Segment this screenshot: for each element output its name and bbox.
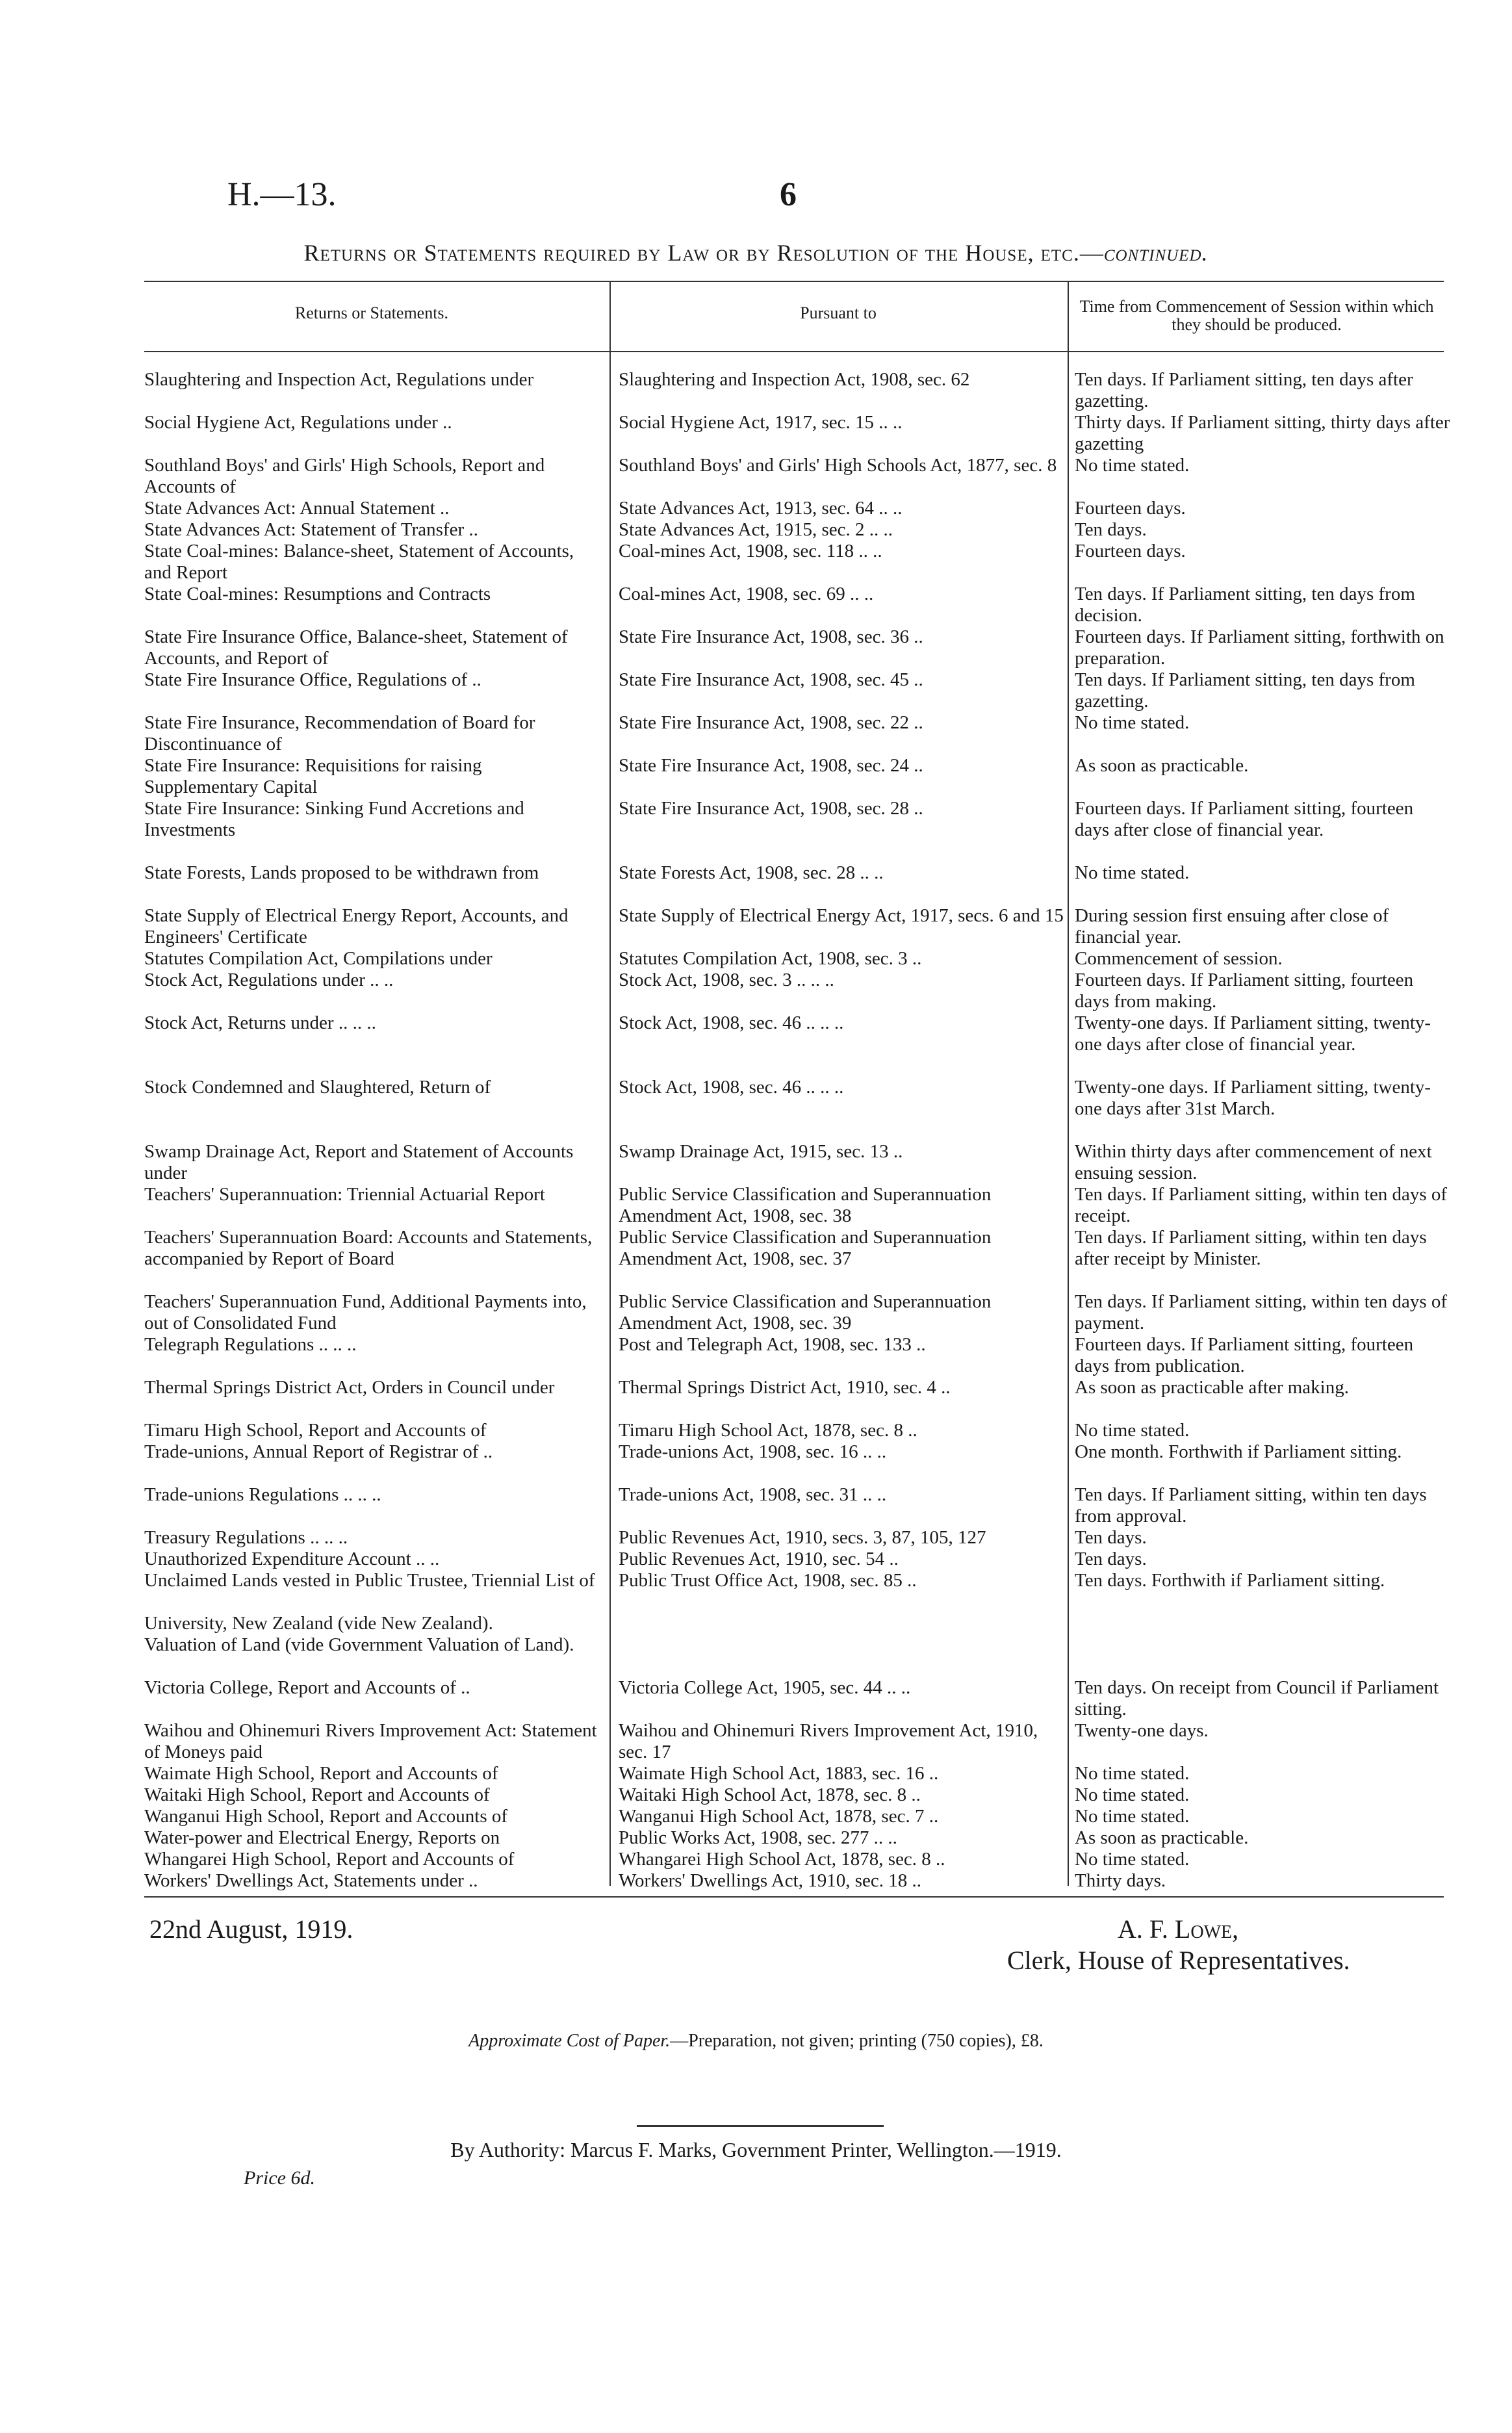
- time-cell: Fourteen days. If Parliament sitting, fourteen days from making.: [1075, 970, 1414, 1012]
- table-row: [144, 1827, 1444, 1849]
- pursuant-cell: Public Works Act, 1908, sec. 277 .. ..: [619, 1827, 897, 1848]
- returns-cell: Social Hygiene Act, Regulations under ..: [144, 412, 452, 433]
- time-cell: Fourteen days.: [1075, 541, 1186, 561]
- pursuant-cell: Whangarei High School Act, 1878, sec. 8 ..: [619, 1849, 945, 1870]
- time-cell: During session first ensuing after close of financial year.: [1075, 905, 1389, 947]
- pursuant-cell: Public Revenues Act, 1910, secs. 3, 87, 105, 127: [619, 1527, 986, 1548]
- returns-cell: Victoria College, Report and Accounts of ..: [144, 1677, 470, 1698]
- column-header-time: Time from Commencement of Session within which they should be produced.: [1079, 297, 1434, 334]
- column-header-returns: Returns or Statements.: [294, 303, 449, 322]
- returns-cell: Stock Condemned and Slaughtered, Return of: [144, 1077, 491, 1098]
- pursuant-cell: Stock Act, 1908, sec. 3 .. .. ..: [619, 970, 834, 990]
- pursuant-cell: Trade-unions Act, 1908, sec. 16 .. ..: [619, 1441, 887, 1462]
- returns-cell: State Advances Act: Annual Statement ..: [144, 498, 450, 519]
- returns-cell: Stock Act, Returns under .. .. ..: [144, 1012, 376, 1033]
- returns-cell: State Fire Insurance: Sinking Fund Accretions and Investments: [144, 798, 524, 840]
- time-cell: No time stated.: [1075, 1806, 1190, 1827]
- time-cell: Ten days. If Parliament sitting, within ten days of receipt.: [1075, 1184, 1448, 1226]
- returns-cell: University, New Zealand (vide New Zealand).: [144, 1613, 493, 1634]
- pursuant-cell: Stock Act, 1908, sec. 46 .. .. ..: [619, 1012, 844, 1033]
- table-row: [144, 541, 1444, 584]
- pursuant-cell: State Fire Insurance Act, 1908, sec. 24 ..: [619, 755, 923, 776]
- document-date: 22nd August, 1919.: [149, 1914, 353, 1944]
- table-row: [144, 1870, 1444, 1892]
- pursuant-cell: Public Trust Office Act, 1908, sec. 85 ..: [619, 1570, 917, 1591]
- table-row: [144, 1484, 1444, 1527]
- cost-label: Approximate Cost of Paper.: [468, 2031, 671, 2051]
- returns-cell: Telegraph Regulations .. .. ..: [144, 1334, 357, 1355]
- title-continued: continued.: [1103, 240, 1209, 266]
- returns-cell: Wanganui High School, Report and Accounts of: [144, 1806, 508, 1827]
- table-row: [144, 498, 1444, 519]
- returns-cell: Thermal Springs District Act, Orders in Council under: [144, 1377, 555, 1398]
- time-cell: Ten days. If Parliament sitting, ten days from decision.: [1075, 584, 1415, 626]
- time-cell: Ten days. Forthwith if Parliament sitting.: [1075, 1570, 1385, 1591]
- table-row: [144, 862, 1444, 905]
- returns-cell: Whangarei High School, Report and Accounts of: [144, 1849, 515, 1870]
- table-row: [144, 970, 1444, 1012]
- returns-cell: State Forests, Lands proposed to be withdrawn from: [144, 862, 539, 883]
- time-cell: Ten days. On receipt from Council if Parliament sitting.: [1075, 1677, 1439, 1719]
- pursuant-cell: Public Service Classification and Superannuation Amendment Act, 1908, sec. 39: [619, 1291, 992, 1333]
- pursuant-cell: Public Revenues Act, 1910, sec. 54 ..: [619, 1549, 899, 1569]
- pursuant-cell: Statutes Compilation Act, 1908, sec. 3 ..: [619, 948, 922, 969]
- table-row: [144, 948, 1444, 970]
- table-row: [144, 455, 1444, 498]
- time-cell: Fourteen days. If Parliament sitting, forthwith on preparation.: [1075, 626, 1444, 669]
- returns-cell: Valuation of Land (vide Government Valuation of Land).: [144, 1634, 574, 1655]
- returns-cell: Timaru High School, Report and Accounts of: [144, 1420, 487, 1441]
- table-row: [144, 1334, 1444, 1377]
- table-top-rule: [144, 281, 1444, 282]
- pursuant-cell: Thermal Springs District Act, 1910, sec. 4 ..: [619, 1377, 951, 1398]
- pursuant-cell: State Advances Act, 1915, sec. 2 .. ..: [619, 519, 893, 540]
- returns-cell: State Coal-mines: Balance-sheet, Statement of Accounts, and Report: [144, 541, 574, 583]
- table-bottom-rule: [144, 1896, 1444, 1898]
- table-row: [144, 519, 1444, 541]
- time-cell: Ten days.: [1075, 519, 1147, 540]
- document-reference: H.—13.: [227, 176, 337, 213]
- pursuant-cell: Swamp Drainage Act, 1915, sec. 13 ..: [619, 1141, 903, 1162]
- time-cell: Thirty days.: [1075, 1870, 1166, 1891]
- returns-cell: State Fire Insurance Office, Regulations of ..: [144, 669, 481, 690]
- pursuant-cell: Coal-mines Act, 1908, sec. 118 .. ..: [619, 541, 882, 561]
- time-cell: No time stated.: [1075, 712, 1190, 733]
- pursuant-cell: Timaru High School Act, 1878, sec. 8 ..: [619, 1420, 917, 1441]
- pursuant-cell: Social Hygiene Act, 1917, sec. 15 .. ..: [619, 412, 903, 433]
- returns-cell: State Advances Act: Statement of Transfer ..: [144, 519, 478, 540]
- page-number: 6: [780, 176, 797, 213]
- table-row: [144, 1570, 1444, 1613]
- table-row: [144, 1613, 1444, 1634]
- table-row: [144, 1012, 1444, 1077]
- returns-cell: Waihou and Ohinemuri Rivers Improvement Act: Statement of Moneys paid: [144, 1720, 597, 1762]
- returns-cell: Stock Act, Regulations under .. ..: [144, 970, 394, 990]
- returns-cell: State Fire Insurance Office, Balance-sheet, Statement of Accounts, and Report of: [144, 626, 568, 669]
- pursuant-cell: Waimate High School Act, 1883, sec. 16 ..: [619, 1763, 939, 1784]
- table-row: [144, 626, 1444, 669]
- cost-note: [0, 2031, 1512, 2052]
- returns-cell: Teachers' Superannuation: Triennial Actuarial Report: [144, 1184, 545, 1205]
- time-cell: Twenty-one days. If Parliament sitting, twenty-one days after 31st March.: [1075, 1077, 1431, 1119]
- time-cell: Commencement of session.: [1075, 948, 1283, 969]
- time-cell: No time stated.: [1075, 1420, 1190, 1441]
- time-cell: Ten days. If Parliament sitting, ten days from gazetting.: [1075, 669, 1415, 712]
- pursuant-cell: State Fire Insurance Act, 1908, sec. 22 ..: [619, 712, 923, 733]
- table-row: [144, 712, 1444, 755]
- table-row: [144, 1077, 1444, 1141]
- price-note: Price 6d.: [244, 2167, 315, 2189]
- time-cell: Fourteen days.: [1075, 498, 1186, 519]
- returns-cell: Teachers' Superannuation Fund, Additional Payments into, out of Consolidated Fund: [144, 1291, 587, 1333]
- pursuant-cell: Trade-unions Act, 1908, sec. 31 .. ..: [619, 1484, 887, 1505]
- pursuant-cell: Post and Telegraph Act, 1908, sec. 133 ..: [619, 1334, 926, 1355]
- table-row: [144, 1527, 1444, 1549]
- time-cell: No time stated.: [1075, 1784, 1190, 1805]
- pursuant-cell: Wanganui High School Act, 1878, sec. 7 ..: [619, 1806, 939, 1827]
- pursuant-cell: Coal-mines Act, 1908, sec. 69 .. ..: [619, 584, 874, 604]
- table-row: [144, 412, 1450, 455]
- table-row: [144, 669, 1444, 712]
- returns-cell: State Coal-mines: Resumptions and Contracts: [144, 584, 491, 604]
- table-row: [144, 798, 1444, 862]
- returns-cell: Treasury Regulations .. .. ..: [144, 1527, 348, 1548]
- table-header-rule: [144, 351, 1444, 352]
- printer-imprint: By Authority: Marcus F. Marks, Government Printer, Wellington.—1919.: [450, 2138, 1062, 2161]
- time-cell: As soon as practicable.: [1075, 755, 1249, 776]
- returns-cell: Trade-unions, Annual Report of Registrar of ..: [144, 1441, 493, 1462]
- table-row: [144, 755, 1444, 798]
- returns-cell: State Fire Insurance, Recommendation of Board for Discontinuance of: [144, 712, 535, 754]
- page-title: [0, 239, 1512, 266]
- time-cell: Fourteen days. If Parliament sitting, fourteen days from publication.: [1075, 1334, 1414, 1376]
- pursuant-cell: State Fire Insurance Act, 1908, sec. 45 ..: [619, 669, 923, 690]
- table-row: [144, 905, 1444, 948]
- table-row: [144, 1806, 1444, 1827]
- returns-cell: State Supply of Electrical Energy Report, Accounts, and Engineers' Certificate: [144, 905, 569, 947]
- table-row: [144, 369, 1444, 412]
- returns-cell: Waimate High School, Report and Accounts of: [144, 1763, 498, 1784]
- pursuant-cell: Slaughtering and Inspection Act, 1908, sec. 62: [619, 369, 970, 390]
- returns-cell: Unauthorized Expenditure Account .. ..: [144, 1549, 440, 1569]
- time-cell: Within thirty days after commencement of next ensuing session.: [1075, 1141, 1432, 1183]
- title-main: Returns or Statements required by Law or by Resolution of the House, etc.—: [303, 240, 1104, 266]
- returns-cell: Swamp Drainage Act, Report and Statement of Accounts under: [144, 1141, 574, 1183]
- returns-cell: Workers' Dwellings Act, Statements under ..: [144, 1870, 478, 1891]
- pursuant-cell: Waitaki High School Act, 1878, sec. 8 ..: [619, 1784, 921, 1805]
- table-row: [144, 1377, 1444, 1420]
- table-row: [144, 1549, 1444, 1570]
- time-cell: As soon as practicable.: [1075, 1827, 1249, 1848]
- pursuant-cell: Stock Act, 1908, sec. 46 .. .. ..: [619, 1077, 844, 1098]
- pursuant-cell: State Forests Act, 1908, sec. 28 .. ..: [619, 862, 884, 883]
- time-cell: Ten days. If Parliament sitting, within ten days of payment.: [1075, 1291, 1448, 1333]
- time-cell: Ten days. If Parliament sitting, within ten days from approval.: [1075, 1484, 1427, 1526]
- time-cell: As soon as practicable after making.: [1075, 1377, 1349, 1398]
- time-cell: No time stated.: [1075, 455, 1190, 476]
- pursuant-cell: State Fire Insurance Act, 1908, sec. 36 ..: [619, 626, 923, 647]
- time-cell: Twenty-one days. If Parliament sitting, twenty-one days after close of financial year.: [1075, 1012, 1431, 1055]
- table-row: [144, 1227, 1444, 1291]
- time-cell: Twenty-one days.: [1075, 1720, 1209, 1741]
- pursuant-cell: State Fire Insurance Act, 1908, sec. 28 ..: [619, 798, 923, 819]
- signatory-name: A. F. Lowe,: [1118, 1914, 1239, 1944]
- pursuant-cell: State Advances Act, 1913, sec. 64 .. ..: [619, 498, 903, 519]
- cost-text: —Preparation, not given; printing (750 copies), £8.: [670, 2031, 1044, 2051]
- pursuant-cell: Victoria College Act, 1905, sec. 44 .. ..: [619, 1677, 911, 1698]
- time-cell: No time stated.: [1075, 1849, 1190, 1870]
- time-cell: Fourteen days. If Parliament sitting, fourteen days after close of financial year.: [1075, 798, 1414, 840]
- table-row: [144, 1849, 1444, 1870]
- returns-cell: Unclaimed Lands vested in Public Trustee, Triennial List of: [144, 1570, 595, 1591]
- returns-table: [144, 369, 1450, 1892]
- returns-cell: State Fire Insurance: Requisitions for raising Supplementary Capital: [144, 755, 482, 797]
- column-header-pursuant: Pursuant to: [800, 303, 877, 322]
- returns-cell: Slaughtering and Inspection Act, Regulations under: [144, 369, 534, 390]
- table-row: [144, 1634, 1444, 1677]
- time-cell: Thirty days. If Parliament sitting, thirty days after gazetting: [1075, 412, 1450, 454]
- returns-cell: Statutes Compilation Act, Compilations under: [144, 948, 493, 969]
- table-row: [144, 1677, 1444, 1720]
- table-row: [144, 1784, 1444, 1806]
- returns-cell: Teachers' Superannuation Board: Accounts and Statements, accompanied by Report of Board: [144, 1227, 593, 1269]
- table-row: [144, 1141, 1444, 1184]
- table-row: [144, 1720, 1444, 1763]
- returns-cell: Waitaki High School, Report and Accounts of: [144, 1784, 490, 1805]
- pursuant-cell: Public Service Classification and Superannuation Amendment Act, 1908, sec. 37: [619, 1227, 992, 1269]
- pursuant-cell: Workers' Dwellings Act, 1910, sec. 18 ..: [619, 1870, 922, 1891]
- table-row: [144, 1441, 1444, 1484]
- time-cell: Ten days. If Parliament sitting, ten days after gazetting.: [1075, 369, 1413, 411]
- time-cell: Ten days.: [1075, 1549, 1147, 1569]
- time-cell: No time stated.: [1075, 1763, 1190, 1784]
- time-cell: No time stated.: [1075, 862, 1190, 883]
- pursuant-cell: Southland Boys' and Girls' High Schools Act, 1877, sec. 8: [619, 455, 1057, 476]
- printer-rule: [637, 2125, 884, 2127]
- time-cell: Ten days. If Parliament sitting, within ten days after receipt by Minister.: [1075, 1227, 1427, 1269]
- returns-cell: Water-power and Electrical Energy, Reports on: [144, 1827, 500, 1848]
- signatory-title: Clerk, House of Representatives.: [1007, 1946, 1350, 1975]
- returns-cell: Southland Boys' and Girls' High Schools, Report and Accounts of: [144, 455, 545, 497]
- pursuant-cell: Public Service Classification and Superannuation Amendment Act, 1908, sec. 38: [619, 1184, 992, 1226]
- table-row: [144, 584, 1444, 626]
- time-cell: Ten days.: [1075, 1527, 1147, 1548]
- table-row: [144, 1420, 1444, 1441]
- pursuant-cell: Waihou and Ohinemuri Rivers Improvement Act, 1910, sec. 17: [619, 1720, 1038, 1762]
- table-row: [144, 1763, 1444, 1784]
- table-row: [144, 1291, 1448, 1334]
- table-row: [144, 1184, 1448, 1227]
- pursuant-cell: State Supply of Electrical Energy Act, 1917, secs. 6 and 15: [619, 905, 1064, 926]
- returns-cell: Trade-unions Regulations .. .. ..: [144, 1484, 381, 1505]
- time-cell: One month. Forthwith if Parliament sitting.: [1075, 1441, 1402, 1462]
